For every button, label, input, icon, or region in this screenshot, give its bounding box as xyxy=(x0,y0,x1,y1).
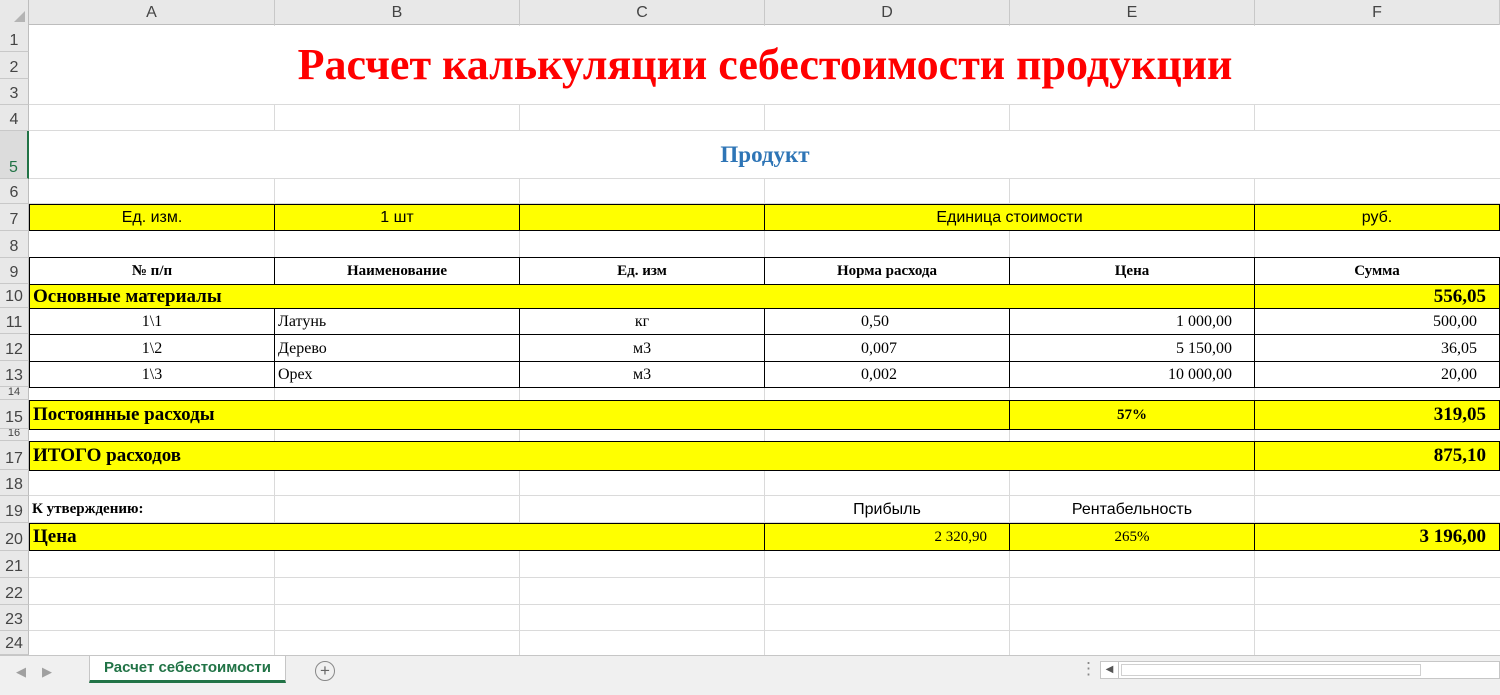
row-header-8[interactable]: 8 xyxy=(0,231,29,258)
scroll-tabs-right-icon[interactable]: ▶ xyxy=(42,664,52,679)
item-unit-cell[interactable]: м3 xyxy=(519,361,765,388)
item-sum-cell[interactable]: 500,00 xyxy=(1254,308,1500,335)
total-costs-total-cell[interactable]: 875,10 xyxy=(1254,441,1500,471)
row-header-19[interactable]: 19 xyxy=(0,496,29,523)
row-header-24[interactable]: 24 xyxy=(0,631,29,655)
item-norm-cell[interactable]: 0,002 xyxy=(764,361,1010,388)
row-header-4[interactable]: 4 xyxy=(0,105,29,131)
row-header-16[interactable]: 16 xyxy=(0,429,29,441)
header-number[interactable]: № п/п xyxy=(29,257,275,285)
row-header-17[interactable]: 17 xyxy=(0,441,29,470)
row-header-22[interactable]: 22 xyxy=(0,578,29,605)
price-total-cell[interactable]: 3 196,00 xyxy=(1254,523,1500,551)
row-header-5[interactable]: 5 xyxy=(0,131,29,179)
scrollbar-thumb[interactable] xyxy=(1121,664,1421,676)
item-num-cell[interactable]: 1\2 xyxy=(29,334,275,362)
gridline xyxy=(29,604,1500,605)
row-header-1[interactable]: 1 xyxy=(0,25,29,52)
row-header-12[interactable]: 12 xyxy=(0,334,29,361)
header-unit[interactable]: Ед. изм xyxy=(519,257,765,285)
profitability-label[interactable]: Рентабельность xyxy=(1071,501,1193,518)
item-unit-cell[interactable]: м3 xyxy=(519,334,765,362)
row-header-11[interactable]: 11 xyxy=(0,308,29,334)
scroll-left-arrow-icon[interactable]: ◀ xyxy=(1101,662,1119,678)
header-norm[interactable]: Норма расхода xyxy=(764,257,1010,285)
header-sum[interactable]: Сумма xyxy=(1254,257,1500,285)
row-header-23[interactable]: 23 xyxy=(0,605,29,631)
item-sum-cell[interactable]: 20,00 xyxy=(1254,361,1500,388)
item-name-cell[interactable]: Латунь xyxy=(274,308,520,335)
item-num-cell[interactable]: 1\3 xyxy=(29,361,275,388)
column-header-b[interactable]: B xyxy=(275,0,520,25)
gridline xyxy=(29,630,1500,631)
row-header-15[interactable]: 15 xyxy=(0,400,29,429)
item-price-cell[interactable]: 10 000,00 xyxy=(1009,361,1255,388)
row-header-13[interactable]: 13 xyxy=(0,361,29,387)
column-header-f[interactable]: F xyxy=(1255,0,1500,25)
profit-label[interactable]: Прибыль xyxy=(853,501,921,518)
horizontal-scrollbar[interactable] xyxy=(1100,661,1500,679)
cost-unit-label-cell[interactable]: Единица стоимости xyxy=(764,204,1255,231)
price-label-cell[interactable]: Цена xyxy=(29,523,765,551)
total-costs-label-cell[interactable]: ИТОГО расходов xyxy=(29,441,1255,471)
column-header-e[interactable]: E xyxy=(1010,0,1255,25)
fixed-costs-total-cell[interactable]: 319,05 xyxy=(1254,400,1500,430)
item-num-cell[interactable]: 1\1 xyxy=(29,308,275,335)
empty-yellow-cell[interactable] xyxy=(519,204,765,231)
item-norm-cell[interactable]: 0,007 xyxy=(764,334,1010,362)
add-sheet-icon[interactable]: + xyxy=(315,661,335,681)
row-header-21[interactable]: 21 xyxy=(0,551,29,578)
select-all-corner[interactable] xyxy=(0,0,29,25)
unit-value-cell[interactable]: 1 шт xyxy=(274,204,520,231)
fixed-costs-percent-cell[interactable]: 57% xyxy=(1009,400,1255,430)
row-header-2[interactable]: 2 xyxy=(0,52,29,79)
header-name[interactable]: Наименование xyxy=(274,257,520,285)
item-name-cell[interactable]: Дерево xyxy=(274,334,520,362)
sheet-tab-bar xyxy=(0,655,1500,695)
item-name-cell[interactable]: Орех xyxy=(274,361,520,388)
gridline xyxy=(29,577,1500,578)
materials-label-cell[interactable]: Основные материалы xyxy=(29,284,1255,309)
page-title: Расчет калькуляции себестоимости продукции xyxy=(297,40,1233,89)
item-price-cell[interactable]: 5 150,00 xyxy=(1009,334,1255,362)
gridline xyxy=(29,178,1500,179)
row-header-6[interactable]: 6 xyxy=(0,179,29,204)
column-header-d[interactable]: D xyxy=(765,0,1010,25)
product-subtitle: Продукт xyxy=(720,142,810,167)
column-header-a[interactable]: A xyxy=(29,0,275,25)
row-header-18[interactable]: 18 xyxy=(0,470,29,496)
item-price-cell[interactable]: 1 000,00 xyxy=(1009,308,1255,335)
gridline xyxy=(29,104,1500,105)
item-unit-cell[interactable]: кг xyxy=(519,308,765,335)
column-header-c[interactable]: C xyxy=(520,0,765,25)
scroll-tabs-left-icon[interactable]: ◀ xyxy=(16,664,26,679)
fixed-costs-label-cell[interactable]: Постоянные расходы xyxy=(29,400,1010,430)
unit-label-cell[interactable]: Ед. изм. xyxy=(29,204,275,231)
item-sum-cell[interactable]: 36,05 xyxy=(1254,334,1500,362)
price-profit-cell[interactable]: 2 320,90 xyxy=(764,523,1010,551)
price-profitability-cell[interactable]: 265% xyxy=(1009,523,1255,551)
row-header-7[interactable]: 7 xyxy=(0,204,29,231)
cost-unit-value-cell[interactable]: руб. xyxy=(1254,204,1500,231)
row-header-10[interactable]: 10 xyxy=(0,284,29,308)
row-header-14[interactable]: 14 xyxy=(0,387,29,400)
row-header-9[interactable]: 9 xyxy=(0,258,29,284)
materials-total-cell[interactable]: 556,05 xyxy=(1254,284,1500,309)
header-price[interactable]: Цена xyxy=(1009,257,1255,285)
approval-label[interactable]: К утверждению: xyxy=(32,501,144,517)
row-header-20[interactable]: 20 xyxy=(0,523,29,551)
row-header-3[interactable]: 3 xyxy=(0,79,29,105)
sheet-tab-active[interactable]: Расчет себестоимости xyxy=(89,656,286,683)
select-all-triangle-icon xyxy=(14,11,25,22)
more-options-icon[interactable]: ⋮ xyxy=(1080,659,1097,678)
item-norm-cell[interactable]: 0,50 xyxy=(764,308,1010,335)
